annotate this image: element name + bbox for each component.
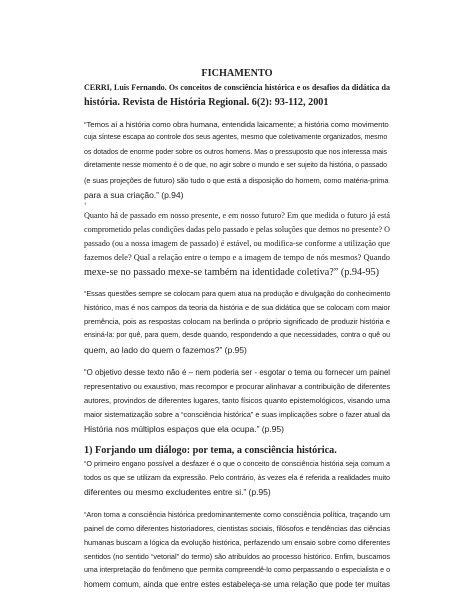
- paragraph-line: diretamente nesse momento é o de que, no agir sobre o mundo e ser sujeito da história, o passado: [84, 162, 387, 169]
- paragraph-line: “O objetivo desse texto não é – nem poderia ser - esgotar o tema ou fornecer um painel: [84, 368, 390, 377]
- paragraph-line: os dotados de enorme poder sobre os outros homens. Mas o pressuposto que nos interessa mais: [84, 148, 388, 156]
- paragraph-line: “Temos aí a história como obra humana, entendida laicamente; a história como movimento: [84, 120, 389, 129]
- paragraph-line: premência, pois as respostas colocam na berlinda o próprio significado de produzir história e: [84, 317, 390, 326]
- paragraph-line: histórico, mas é nos campos da teoria da história e de sua didática que se colocam com maior: [84, 303, 390, 312]
- paragraph-line: sentidos (no sentido “vetorial” do termo) são atribuídos ao processo histórico. Enfim, buscamos: [84, 552, 390, 561]
- paragraph-line: representativo ou exaustivo, mas recompor e procurar alinhavar a contribuição de diferentes: [84, 382, 391, 391]
- paragraph-line: “Essas questões sempre se colocam para quem atua na produção e divulgação do conhecimento: [84, 289, 391, 298]
- paragraph-line: homem comum, ainda que entre estes estabeleça-se uma relação que pode ter muitas: [84, 580, 390, 589]
- paragraph-line: ensiná-la: por quê, para quem, desde quando, respondendo a que necessidades, contra o quê ou: [84, 331, 390, 339]
- citation-line: CERRI, Luis Fernando. Os conceitos de consciência histórica e os desafios da didática da: [84, 83, 390, 92]
- paragraph-line: maior sistematização sobre a “consciência histórica” e suas implicações sobre o fazer atual da: [84, 410, 390, 419]
- paragraph-line: uma interpretação do fenômeno que permita compreendê-lo como perpassando o especialista e o: [84, 566, 390, 574]
- paragraph-line: mexe-se no passado mexe-se também na identidade coletiva?” (p.94-95): [84, 267, 380, 278]
- paragraph-line: painel de como diferentes historiadores, cientistas sociais, filósofos e tendências das ciências: [84, 524, 391, 533]
- document-title: FICHAMENTO: [201, 68, 273, 79]
- paragraph-line: humanas buscam a lógica da evolução histórica, perfazendo um ensaio sobre como diferentes: [84, 538, 390, 547]
- paragraph-line: passado (ou a nossa imagem de passado) é estável, ou modifica-se conforme a utilização que: [84, 239, 390, 248]
- paragraph-line: fazemos dele? Qual a relação entre o tempo e a imagem de tempo de nós mesmos? Quando: [84, 253, 390, 262]
- section-heading: 1) Forjando um diálogo: por tema, a consciência histórica.: [84, 445, 337, 456]
- paragraph-line: comprometido pelas condições dadas pelo passado e pelas soluções que demos no presente? O: [84, 225, 390, 234]
- paragraph-line: autores, provindos de diferentes lugares, tanto físicos quanto epistemológicos, visando uma: [84, 396, 390, 405]
- paragraph-line: História nos múltiplos espaços que ela ocupa.” (p.95): [84, 424, 284, 434]
- paragraph-line: “Aron toma a consciência histórica predominantemente como consciência política, traçando um: [84, 510, 390, 519]
- paragraph-line: “O primeiro engano possível a desfazer é o que o conceito de consciência história seja comum a: [84, 459, 390, 468]
- paragraph-line: diferentes ou mesmo excludentes entre si.” (p.95): [84, 487, 271, 497]
- paragraph-line: para a sua criação.” (p.94): [84, 190, 184, 200]
- paragraph-line: Quanto há de passado em nosso presente, e em nosso futuro? Em que medida o futuro já está: [84, 211, 390, 220]
- paragraph-line: todos os que se utilizam da expressão. Pelo contrário, às vezes ela é referida a realidades muito: [84, 473, 390, 482]
- paragraph-line: (e suas projeções de futuro) são tudo o que está a disposição do homem, como matéria-prima: [84, 176, 389, 185]
- citation-line: história. Revista de História Regional. 6(2): 93-112, 2001: [84, 97, 329, 108]
- stray-mark: ‘: [84, 201, 87, 210]
- paragraph-line: quem, ao lado do quem o fazemos?” (p.95): [84, 345, 247, 355]
- paragraph-line: cuja síntese escapa ao controle dos seus agentes, mesmo que coletivamente organizados, mesmo: [84, 134, 388, 141]
